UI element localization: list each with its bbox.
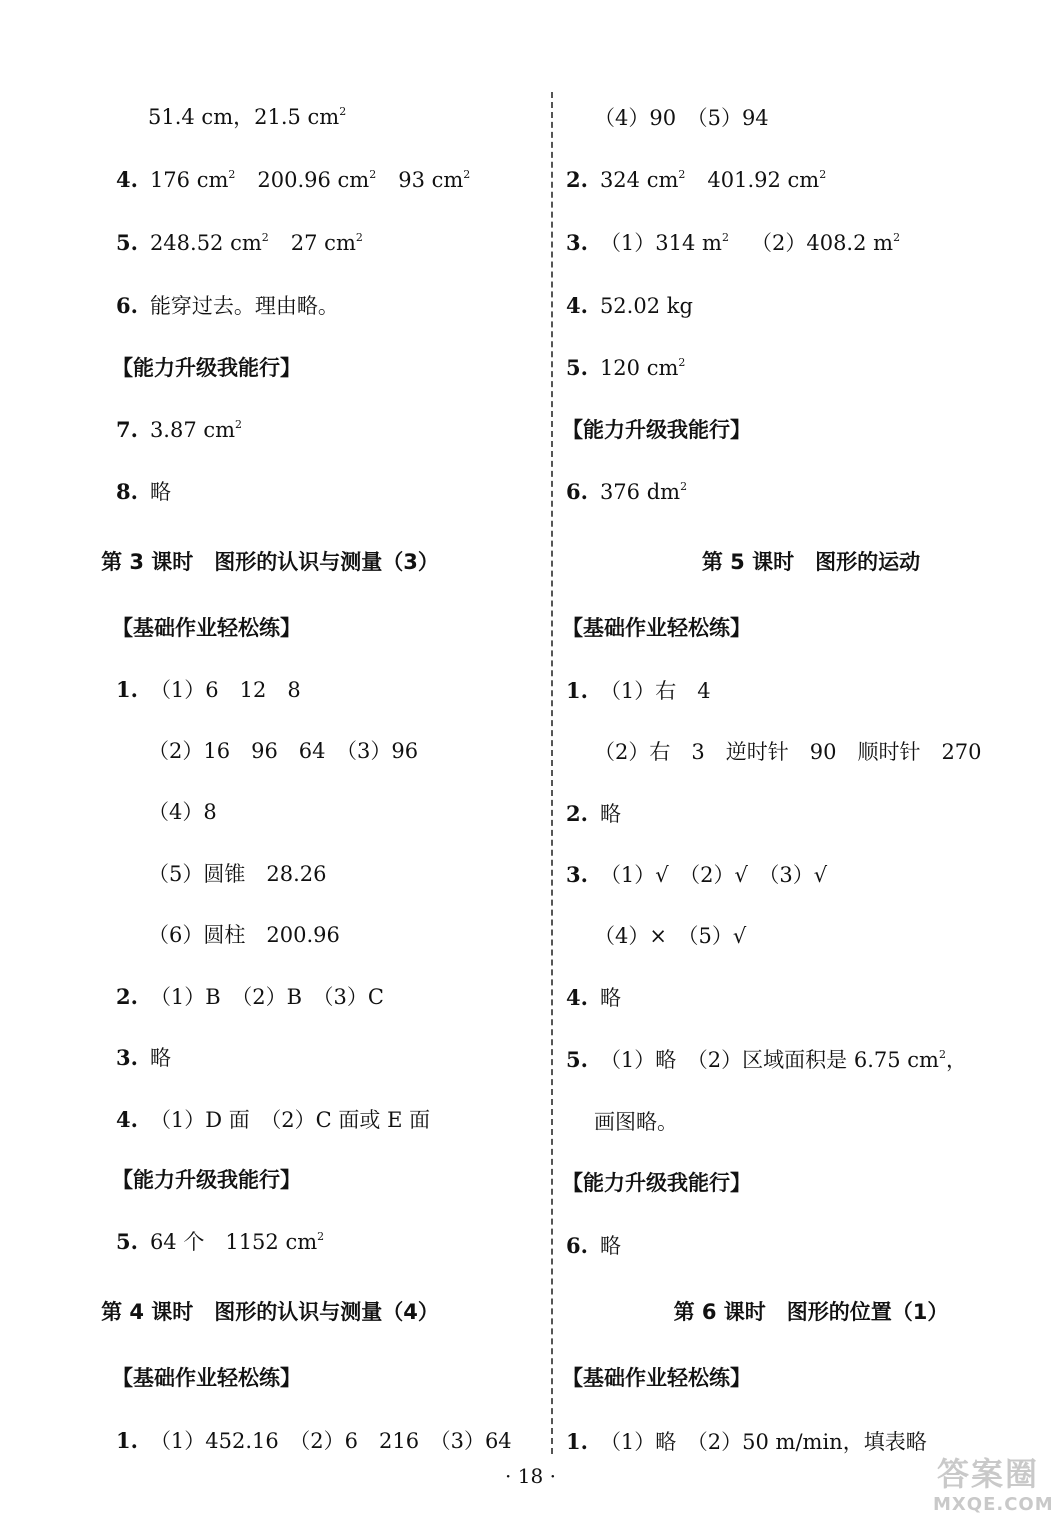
answer-5: 5. 248.52 $cm^2$ 27 $cm^2$ xyxy=(116,230,363,255)
answer-4: 4. 略 xyxy=(566,985,621,1010)
answer-3: 3. （1）314 $m^2$ （2）408.2 $m^2$ xyxy=(566,230,901,255)
answer-line: （4）90 （5）94 xyxy=(594,106,769,130)
section-heading-ability: 【能力升级我能行】 xyxy=(112,1168,301,1192)
section-heading-ability: 【能力升级我能行】 xyxy=(562,1171,751,1195)
answer-1-line: （4）8 xyxy=(148,800,217,824)
lesson-title: 第 5 课时 图形的运动 xyxy=(701,550,921,574)
answer-1-line: （2）右 3 逆时针 90 顺时针 270 xyxy=(594,740,982,764)
answer-5: 5. 64 个 1152 $cm^2$ xyxy=(116,1229,325,1254)
answer-5: 5. 120 $cm^2$ xyxy=(566,355,686,380)
watermark-url: MXQE.COM xyxy=(933,1494,1054,1515)
page-number: · 18 · xyxy=(505,1464,556,1488)
column-divider xyxy=(551,92,553,1454)
answer-1-line: （2）16 96 64 （3）96 xyxy=(148,739,419,763)
section-heading-ability: 【能力升级我能行】 xyxy=(112,356,301,380)
watermark-logo xyxy=(933,1454,1054,1524)
answer-1: 1. （1）6 12 8 xyxy=(116,677,301,702)
answer-1: 1. （1）452.16 （2）6 216 （3）64 xyxy=(116,1428,512,1453)
lesson-title: 第 6 课时 图形的位置（1） xyxy=(673,1300,949,1324)
answer-1: 1. （1）右 4 xyxy=(566,678,711,703)
answer-1-line: （5）圆锥 28.26 xyxy=(148,862,327,886)
answer-1-line: （6）圆柱 200.96 xyxy=(148,923,340,947)
section-heading-ability: 【能力升级我能行】 xyxy=(562,418,751,442)
answer-7: 7. 3.87 $cm^2$ xyxy=(116,417,243,442)
answer-8: 8. 略 xyxy=(116,479,171,504)
answer-5-line: 画图略。 xyxy=(594,1110,678,1134)
answer-6: 6. 376 $dm^2$ xyxy=(566,479,688,504)
answer-6: 6. 略 xyxy=(566,1233,621,1258)
answer-3: 3. 略 xyxy=(116,1045,171,1070)
answer-4: 4. 176 $cm^2$ 200.96 $cm^2$ 93 $cm^2$ xyxy=(116,167,471,192)
answer-3: 3. （1）√ （2）√ （3）√ xyxy=(566,862,828,887)
answer-6: 6. 能穿过去。理由略。 xyxy=(116,293,339,318)
section-heading-basic: 【基础作业轻松练】 xyxy=(562,616,751,640)
section-heading-basic: 【基础作业轻松练】 xyxy=(112,1366,301,1390)
answer-2: 2. （1）B （2）B （3）C xyxy=(116,984,384,1009)
section-heading-basic: 【基础作业轻松练】 xyxy=(562,1366,751,1390)
answer-2: 2. 略 xyxy=(566,801,621,826)
answer-3-line: （4）× （5）√ xyxy=(594,924,747,948)
answer-2: 2. 324 $cm^2$ 401.92 $cm^2$ xyxy=(566,167,827,192)
watermark-text: 答案圈 xyxy=(936,1455,1039,1493)
answer-line: 51.4 cm，21.5 $cm^2$ xyxy=(148,105,347,129)
section-heading-basic: 【基础作业轻松练】 xyxy=(112,616,301,640)
answer-1: 1. （1）略 （2）50 m/min，填表略 xyxy=(566,1429,927,1454)
answer-5: 5. （1）略 （2）区域面积是 6.75 $cm^2$， xyxy=(566,1047,967,1072)
answer-4: 4. （1）D 面 （2）C 面或 E 面 xyxy=(116,1107,431,1132)
answer-4: 4. 52.02 kg xyxy=(566,293,693,318)
lesson-title: 第 4 课时 图形的认识与测量（4） xyxy=(101,1300,439,1324)
lesson-title: 第 3 课时 图形的认识与测量（3） xyxy=(101,550,439,574)
